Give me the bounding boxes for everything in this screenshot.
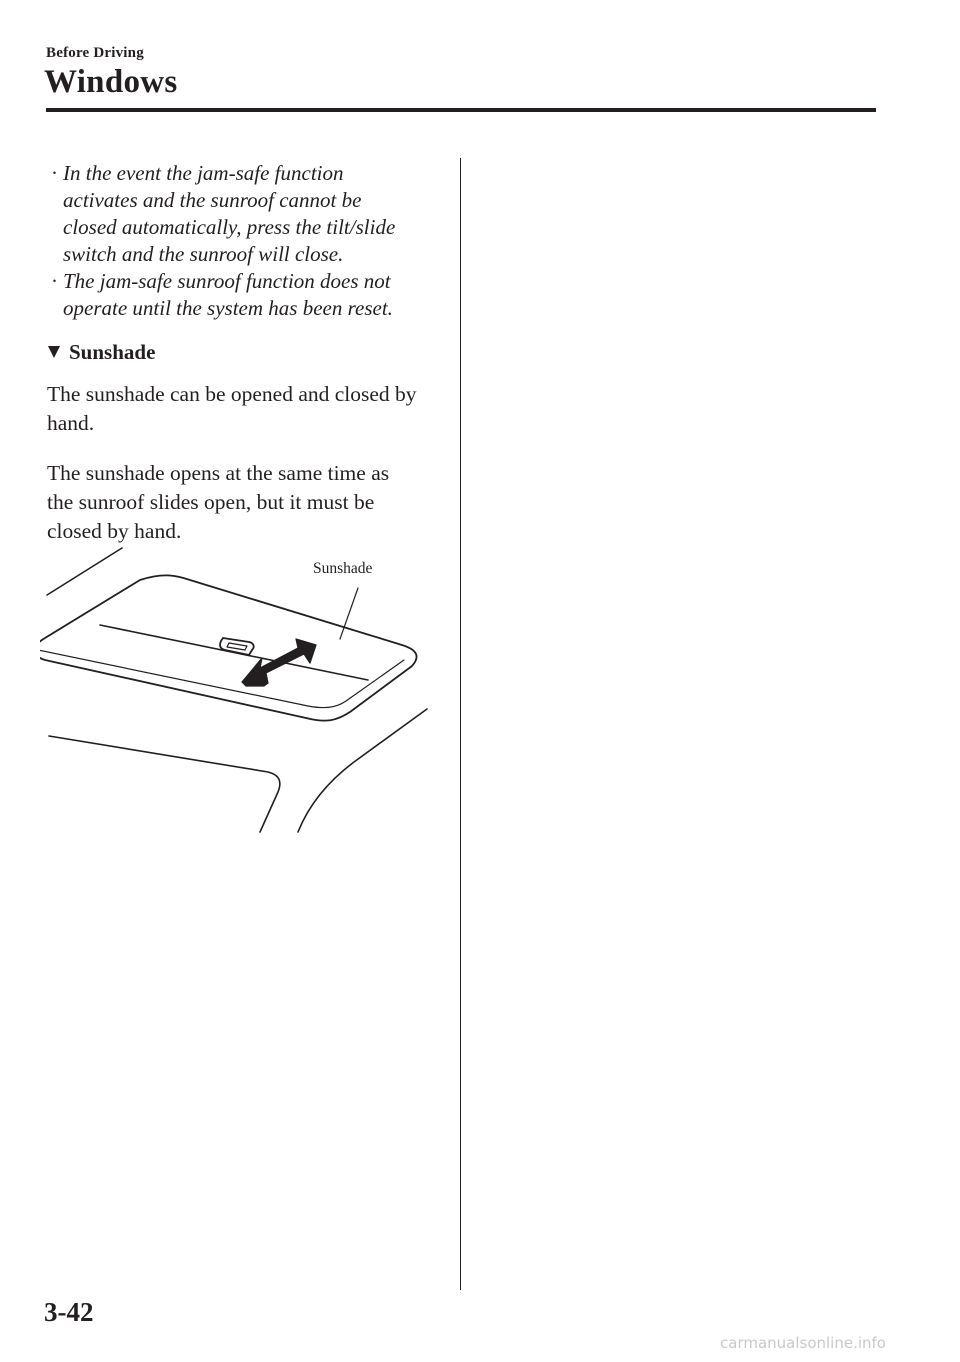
- body-line: the sunroof slides open, but it must be: [47, 490, 375, 514]
- body-line: hand.: [47, 411, 95, 435]
- note-line: activates and the sunroof cannot be: [63, 188, 362, 212]
- pillar-curve: [298, 709, 427, 832]
- figure-label-sunshade: Sunshade: [313, 560, 373, 577]
- lower-edge-line: [49, 736, 280, 832]
- sunshade-handle: [220, 638, 254, 655]
- note-item: [47, 268, 447, 322]
- triangle-marker-icon: [48, 346, 60, 358]
- body-paragraph: [47, 459, 447, 546]
- page-title: Windows: [44, 64, 178, 100]
- body-line: The sunshade opens at the same time as: [47, 461, 390, 485]
- note-line: closed automatically, press the tilt/slide: [63, 215, 396, 239]
- watermark-text: carmanualsonline.info: [720, 1334, 886, 1352]
- section-label: Before Driving: [46, 45, 144, 61]
- note-line: switch and the sunroof will close.: [63, 242, 344, 266]
- note-line: operate until the system has been reset.: [63, 296, 393, 320]
- body-line: closed by hand.: [47, 519, 182, 543]
- sunshade-figure: [40, 540, 440, 840]
- sunshade-heading: [47, 338, 447, 366]
- note-line: In the event the jam-safe function: [63, 161, 344, 185]
- body-line: The sunshade can be opened and closed by: [47, 382, 417, 406]
- ceiling-edge-line: [47, 548, 122, 595]
- sunshade-heading-text: Sunshade: [69, 340, 156, 364]
- handle-inner: [227, 643, 247, 650]
- sunshade-panel-outline: [40, 575, 417, 720]
- page-number: 3-42: [44, 1297, 94, 1327]
- column-divider: [460, 158, 461, 1290]
- left-column: [47, 160, 447, 546]
- note-list: [47, 160, 447, 322]
- bullet-dot: ·: [51, 161, 58, 185]
- sunshade-illustration: [40, 540, 440, 840]
- title-rule: [46, 108, 876, 112]
- note-line: The jam-safe sunroof function does not: [63, 269, 391, 293]
- note-item: [47, 160, 447, 268]
- slide-direction-arrow: [242, 635, 319, 686]
- body-paragraph: [47, 380, 447, 438]
- bullet-dot: ·: [51, 269, 58, 293]
